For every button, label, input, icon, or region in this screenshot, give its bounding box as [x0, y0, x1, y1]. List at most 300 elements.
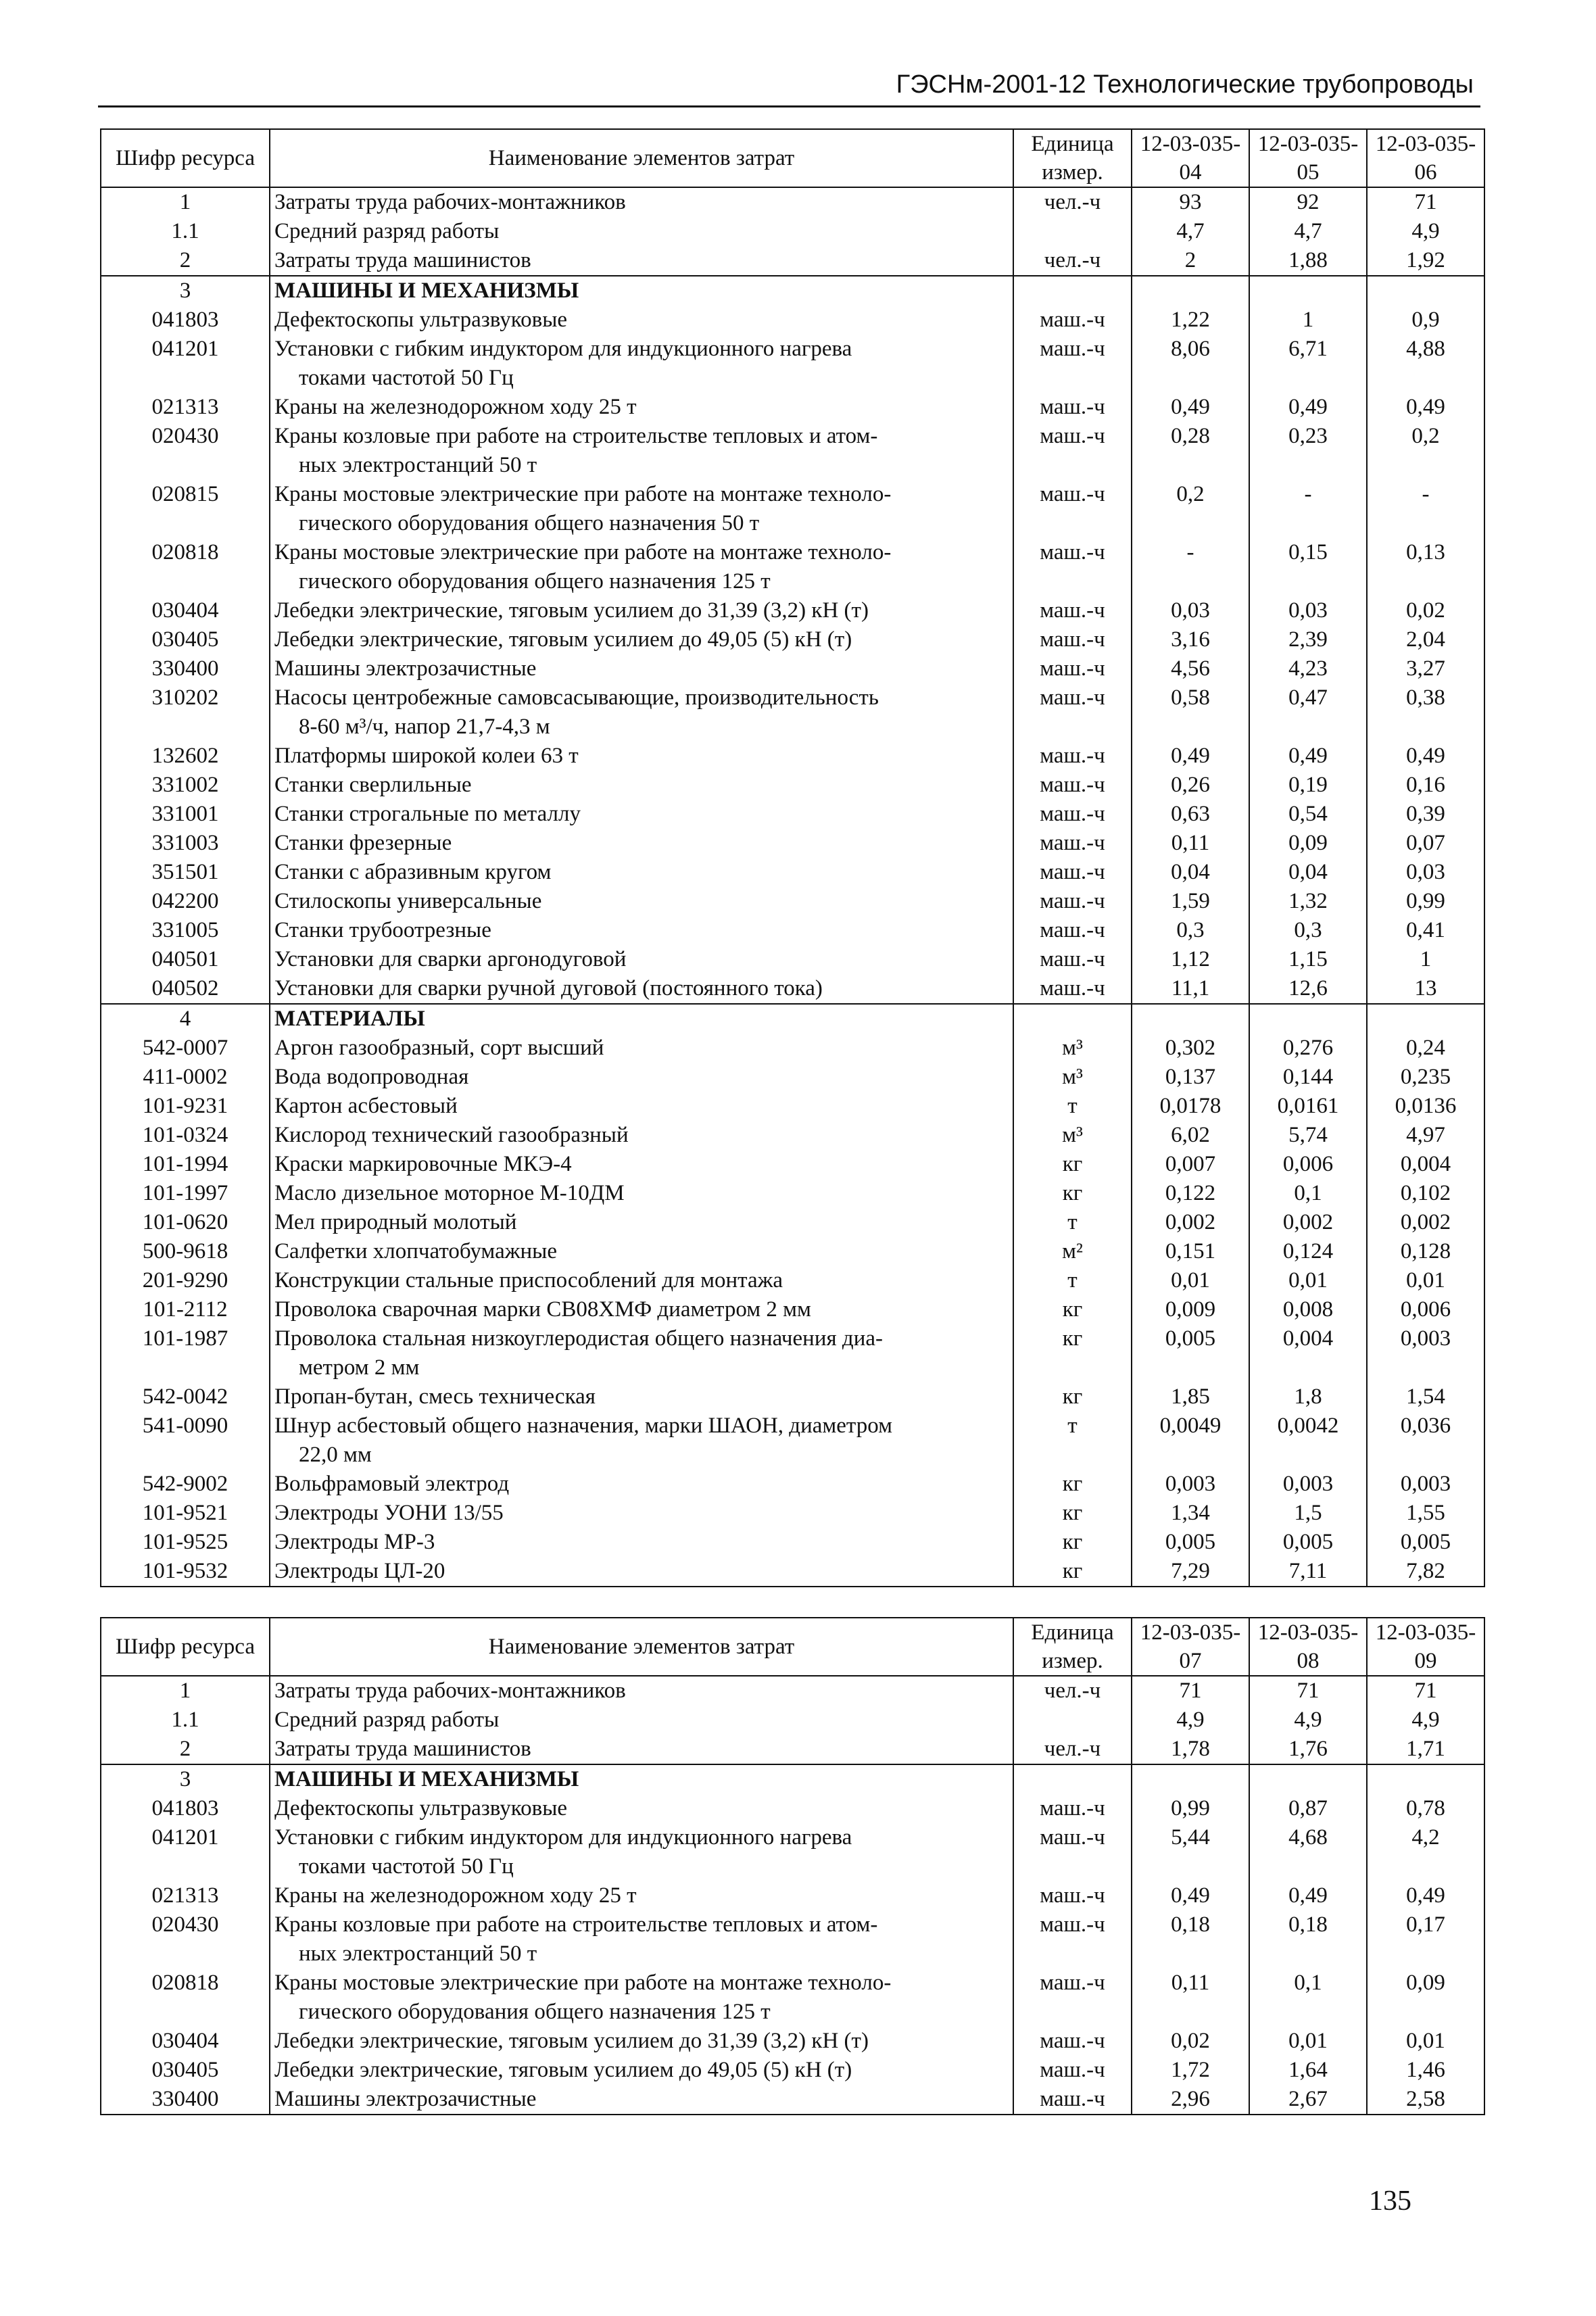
- cost-element-name: [270, 654, 1013, 683]
- table-row: [101, 246, 1484, 276]
- cost-element-name-line1: Машины электрозачистные: [274, 2087, 537, 2111]
- norm-value-2: 0,0042: [1249, 1412, 1367, 1470]
- norm-value-3: 2,04: [1367, 625, 1484, 654]
- table-row: [101, 858, 1484, 887]
- resource-code: 040501: [101, 945, 270, 974]
- cost-element-name-line1: Пропан-бутан, смесь техническая: [274, 1384, 596, 1409]
- resource-code: 132602: [101, 742, 270, 771]
- norm-value-3: 0,13: [1367, 538, 1484, 596]
- table-row: [101, 771, 1484, 800]
- norm-value-3: 71: [1367, 187, 1484, 217]
- norm-value-3: 2,58: [1367, 2085, 1484, 2115]
- norm-value-1: 93: [1132, 187, 1249, 217]
- norm-value-2: 92: [1249, 187, 1367, 217]
- norm-value-2: 0,09: [1249, 829, 1367, 858]
- cost-element-name-line1: МАШИНЫ И МЕХАНИЗМЫ: [274, 279, 579, 303]
- norm-value-3: 3,27: [1367, 654, 1484, 683]
- cost-element-name-line1: Проволока сварочная марки СВ08ХМФ диаметром 2 мм: [274, 1297, 811, 1322]
- unit-of-measure: кг: [1013, 1150, 1132, 1179]
- resource-code: 3: [101, 276, 270, 306]
- cost-element-name-line1: Стилоскопы универсальные: [274, 889, 542, 913]
- norm-value-2: 0,49: [1249, 1881, 1367, 1910]
- table-row: [101, 887, 1484, 916]
- norm-value-3: 0,99: [1367, 887, 1484, 916]
- unit-of-measure: маш.-ч: [1013, 1969, 1132, 2027]
- cost-element-name-line1: Краны козловые при работе на строительстве тепловых и атом-: [274, 424, 878, 448]
- norm-value-2: 1,64: [1249, 2056, 1367, 2085]
- unit-of-measure: кг: [1013, 1499, 1132, 1528]
- cost-element-name: [270, 2027, 1013, 2056]
- header-col-3: 12-03-035-09: [1367, 1618, 1484, 1676]
- norm-value-1: 6,02: [1132, 1121, 1249, 1150]
- norm-value-1: 4,9: [1132, 1706, 1249, 1735]
- cost-element-name-line2: гического оборудования общего назначения 125 т: [299, 2000, 771, 2024]
- resource-code: 101-2112: [101, 1295, 270, 1324]
- cost-element-name: [270, 683, 1013, 742]
- norm-value-2: 1: [1249, 306, 1367, 335]
- cost-element-name: [270, 1237, 1013, 1266]
- norm-value-1: 0,04: [1132, 858, 1249, 887]
- unit-of-measure: маш.-ч: [1013, 654, 1132, 683]
- resource-code: 331002: [101, 771, 270, 800]
- norm-value-3: 0,02: [1367, 596, 1484, 625]
- table-row: [101, 217, 1484, 246]
- table-row: [101, 800, 1484, 829]
- cost-element-name-line1: МАШИНЫ И МЕХАНИЗМЫ: [274, 1767, 579, 1791]
- norm-value-2: 4,7: [1249, 217, 1367, 246]
- norm-value-2: 0,276: [1249, 1034, 1367, 1063]
- resource-code: 101-1997: [101, 1179, 270, 1208]
- cost-element-name: [270, 2085, 1013, 2115]
- cost-element-name-line1: Лебедки электрические, тяговым усилием до 49,05 (5) кН (т): [274, 627, 852, 652]
- unit-of-measure: [1013, 1004, 1132, 1034]
- norm-value-2: 0,003: [1249, 1470, 1367, 1499]
- cost-element-name: [270, 1179, 1013, 1208]
- table-row: [101, 1412, 1484, 1470]
- unit-of-measure: чел.-ч: [1013, 1735, 1132, 1764]
- unit-of-measure: маш.-ч: [1013, 335, 1132, 393]
- unit-of-measure: маш.-ч: [1013, 625, 1132, 654]
- table-row: [101, 1208, 1484, 1237]
- cost-element-name: [270, 1121, 1013, 1150]
- cost-element-name-line1: Машины электрозачистные: [274, 656, 537, 681]
- norm-value-2: 0,1: [1249, 1179, 1367, 1208]
- unit-of-measure: маш.-ч: [1013, 1823, 1132, 1881]
- norm-value-1: 0,02: [1132, 2027, 1249, 2056]
- cost-element-name: [270, 858, 1013, 887]
- cost-element-name-line2: ных электростанций 50 т: [299, 453, 537, 477]
- resource-code: 021313: [101, 393, 270, 422]
- table-row: [101, 1764, 1484, 1794]
- unit-of-measure: маш.-ч: [1013, 538, 1132, 596]
- cost-element-name: [270, 1470, 1013, 1499]
- unit-of-measure: чел.-ч: [1013, 1676, 1132, 1706]
- cost-element-name-line1: Затраты труда рабочих-монтажников: [274, 1679, 626, 1703]
- cost-element-name-line1: Шнур асбестовый общего назначения, марки ШАОН, диаметром: [274, 1414, 892, 1438]
- norm-value-2: 0,008: [1249, 1295, 1367, 1324]
- norm-value-2: 0,49: [1249, 393, 1367, 422]
- norm-value-2: 2,39: [1249, 625, 1367, 654]
- norm-value-1: 0,11: [1132, 1969, 1249, 2027]
- norm-value-1: 0,137: [1132, 1063, 1249, 1092]
- table-row: [101, 974, 1484, 1004]
- unit-of-measure: т: [1013, 1092, 1132, 1121]
- norm-value-1: 0,003: [1132, 1470, 1249, 1499]
- norm-value-2: 0,01: [1249, 1266, 1367, 1295]
- cost-element-name-line1: Средний разряд работы: [274, 219, 500, 243]
- cost-element-name: [270, 187, 1013, 217]
- cost-element-name: [270, 1528, 1013, 1557]
- resource-code: 030404: [101, 2027, 270, 2056]
- resource-code: 2: [101, 1735, 270, 1764]
- cost-element-name-line1: Насосы центробежные самовсасывающие, производительность: [274, 685, 879, 710]
- resource-code: 020818: [101, 1969, 270, 2027]
- norm-value-2: 0,01: [1249, 2027, 1367, 2056]
- norm-value-3: 1,92: [1367, 246, 1484, 276]
- table-row: [101, 1121, 1484, 1150]
- norm-value-3: 4,88: [1367, 335, 1484, 393]
- unit-of-measure: маш.-ч: [1013, 683, 1132, 742]
- unit-of-measure: маш.-ч: [1013, 1881, 1132, 1910]
- norm-value-1: 0,18: [1132, 1910, 1249, 1969]
- cost-element-name-line1: МАТЕРИАЛЫ: [274, 1007, 425, 1031]
- cost-element-name: [270, 1910, 1013, 1969]
- resource-code: 101-1987: [101, 1324, 270, 1382]
- table-row: [101, 1557, 1484, 1587]
- table-row: [101, 945, 1484, 974]
- table-header-row: [101, 1618, 1484, 1676]
- norm-value-1: 1,34: [1132, 1499, 1249, 1528]
- resource-code: 030405: [101, 2056, 270, 2085]
- resource-code: 042200: [101, 887, 270, 916]
- norm-value-3: 0,49: [1367, 1881, 1484, 1910]
- norm-value-3: [1367, 276, 1484, 306]
- cost-element-name: [270, 422, 1013, 480]
- norm-value-3: 1,54: [1367, 1382, 1484, 1412]
- cost-element-name-line1: Лебедки электрические, тяговым усилием до 31,39 (3,2) кН (т): [274, 598, 869, 623]
- table-row: [101, 1092, 1484, 1121]
- norm-value-3: 0,07: [1367, 829, 1484, 858]
- table-row: [101, 1735, 1484, 1764]
- table-row: [101, 1237, 1484, 1266]
- norm-value-3: 0,39: [1367, 800, 1484, 829]
- cost-element-name-line1: Краны козловые при работе на строительстве тепловых и атом-: [274, 1912, 878, 1937]
- unit-of-measure: [1013, 1764, 1132, 1794]
- cost-element-name-line1: Платформы широкой колеи 63 т: [274, 744, 579, 768]
- cost-element-name: [270, 771, 1013, 800]
- unit-of-measure: маш.-ч: [1013, 306, 1132, 335]
- resource-code: 020430: [101, 422, 270, 480]
- norm-value-3: 0,01: [1367, 1266, 1484, 1295]
- cost-element-name-line1: Установки для сварки ручной дуговой (постоянного тока): [274, 976, 823, 1000]
- unit-of-measure: [1013, 1706, 1132, 1735]
- norm-value-3: 7,82: [1367, 1557, 1484, 1587]
- norm-value-3: -: [1367, 480, 1484, 538]
- norm-value-1: 0,49: [1132, 742, 1249, 771]
- unit-of-measure: [1013, 217, 1132, 246]
- unit-of-measure: маш.-ч: [1013, 422, 1132, 480]
- resource-code: 041803: [101, 306, 270, 335]
- unit-of-measure: кг: [1013, 1557, 1132, 1587]
- resource-code: 500-9618: [101, 1237, 270, 1266]
- table-row: [101, 1823, 1484, 1881]
- table-row: [101, 1969, 1484, 2027]
- norm-value-1: 0,005: [1132, 1528, 1249, 1557]
- unit-of-measure: маш.-ч: [1013, 858, 1132, 887]
- header-col-1: 12-03-035-04: [1132, 129, 1249, 187]
- resource-code: 020815: [101, 480, 270, 538]
- norm-value-2: 0,3: [1249, 916, 1367, 945]
- unit-of-measure: маш.-ч: [1013, 393, 1132, 422]
- cost-element-name: [270, 335, 1013, 393]
- resource-code: 101-9521: [101, 1499, 270, 1528]
- header-col-2: 12-03-035-05: [1249, 129, 1367, 187]
- cost-element-name: [270, 1150, 1013, 1179]
- unit-of-measure: маш.-ч: [1013, 480, 1132, 538]
- unit-of-measure: м²: [1013, 1237, 1132, 1266]
- norm-value-2: 0,47: [1249, 683, 1367, 742]
- unit-of-measure: чел.-ч: [1013, 246, 1132, 276]
- cost-element-name-line1: Вода водопроводная: [274, 1065, 469, 1089]
- unit-of-measure: маш.-ч: [1013, 2056, 1132, 2085]
- norm-value-1: 11,1: [1132, 974, 1249, 1004]
- cost-element-name: [270, 625, 1013, 654]
- norm-value-1: 0,99: [1132, 1794, 1249, 1823]
- resource-table-1: [100, 128, 1485, 1587]
- cost-element-name: [270, 1969, 1013, 2027]
- unit-of-measure: маш.-ч: [1013, 1910, 1132, 1969]
- norm-value-2: [1249, 276, 1367, 306]
- cost-element-name-line1: Кислород технический газообразный: [274, 1123, 629, 1147]
- norm-value-3: 0,004: [1367, 1150, 1484, 1179]
- page-header: [98, 68, 1480, 107]
- table-row: [101, 1470, 1484, 1499]
- norm-value-3: 0,036: [1367, 1412, 1484, 1470]
- norm-value-2: 0,54: [1249, 800, 1367, 829]
- resource-code: 101-9532: [101, 1557, 270, 1587]
- norm-value-1: 2,96: [1132, 2085, 1249, 2115]
- cost-element-name: [270, 1499, 1013, 1528]
- norm-value-1: 0,0049: [1132, 1412, 1249, 1470]
- cost-element-name-line1: Установки с гибким индуктором для индукционного нагрева: [274, 337, 852, 361]
- unit-of-measure: м³: [1013, 1034, 1132, 1063]
- norm-value-3: 13: [1367, 974, 1484, 1004]
- cost-element-name: [270, 1412, 1013, 1470]
- norm-value-1: 0,009: [1132, 1295, 1249, 1324]
- norm-value-2: 7,11: [1249, 1557, 1367, 1587]
- norm-value-2: 0,002: [1249, 1208, 1367, 1237]
- cost-element-name: [270, 1208, 1013, 1237]
- norm-value-1: 1,59: [1132, 887, 1249, 916]
- unit-of-measure: кг: [1013, 1470, 1132, 1499]
- norm-value-2: 0,006: [1249, 1150, 1367, 1179]
- cost-element-name: [270, 1382, 1013, 1412]
- norm-value-1: 0,26: [1132, 771, 1249, 800]
- norm-value-1: 1,22: [1132, 306, 1249, 335]
- norm-value-1: 1,12: [1132, 945, 1249, 974]
- unit-of-measure: маш.-ч: [1013, 2027, 1132, 2056]
- cost-element-name: [270, 974, 1013, 1004]
- norm-value-2: 0,18: [1249, 1910, 1367, 1969]
- resource-code: 542-0007: [101, 1034, 270, 1063]
- unit-of-measure: кг: [1013, 1324, 1132, 1382]
- header-title: ГЭСНм-2001-12 Технологические трубопроводы: [896, 70, 1474, 99]
- unit-of-measure: кг: [1013, 1179, 1132, 1208]
- norm-value-3: 0,41: [1367, 916, 1484, 945]
- table-row: [101, 2027, 1484, 2056]
- norm-value-3: 71: [1367, 1676, 1484, 1706]
- resource-code: 101-9231: [101, 1092, 270, 1121]
- table-row: [101, 683, 1484, 742]
- cost-element-name: [270, 742, 1013, 771]
- norm-value-2: 0,23: [1249, 422, 1367, 480]
- norm-value-2: 4,9: [1249, 1706, 1367, 1735]
- unit-of-measure: [1013, 276, 1132, 306]
- norm-value-2: 5,74: [1249, 1121, 1367, 1150]
- table-row: [101, 829, 1484, 858]
- cost-element-name-line2: токами частотой 50 Гц: [299, 366, 514, 390]
- cost-element-name-line2: метром 2 мм: [299, 1355, 420, 1380]
- cost-element-name-line2: гического оборудования общего назначения 125 т: [299, 569, 771, 594]
- resource-table-2: [100, 1617, 1485, 2115]
- cost-element-name: [270, 1063, 1013, 1092]
- cost-element-name: [270, 217, 1013, 246]
- cost-element-name-line1: Масло дизельное моторное М-10ДМ: [274, 1181, 625, 1205]
- cost-element-name: [270, 1324, 1013, 1382]
- resource-code: 041201: [101, 1823, 270, 1881]
- table-row: [101, 306, 1484, 335]
- norm-value-1: 0,11: [1132, 829, 1249, 858]
- norm-value-3: [1367, 1764, 1484, 1794]
- norm-value-2: [1249, 1004, 1367, 1034]
- cost-element-name-line1: Станки с абразивным кругом: [274, 860, 552, 884]
- table-row: [101, 2056, 1484, 2085]
- unit-of-measure: маш.-ч: [1013, 596, 1132, 625]
- header-col-1: 12-03-035-07: [1132, 1618, 1249, 1676]
- table-row: [101, 1910, 1484, 1969]
- norm-value-2: 4,23: [1249, 654, 1367, 683]
- norm-value-1: 0,03: [1132, 596, 1249, 625]
- cost-element-name-line1: Краны мостовые электрические при работе на монтаже техноло-: [274, 540, 892, 564]
- cost-element-name: [270, 1295, 1013, 1324]
- norm-value-3: 1,46: [1367, 2056, 1484, 2085]
- resource-code: 411-0002: [101, 1063, 270, 1092]
- unit-of-measure: маш.-ч: [1013, 887, 1132, 916]
- norm-value-1: 0,63: [1132, 800, 1249, 829]
- resource-code: 021313: [101, 1881, 270, 1910]
- cost-element-name: [270, 1676, 1013, 1706]
- cost-element-name-line1: Проволока стальная низкоуглеродистая общего назначения диа-: [274, 1326, 884, 1351]
- norm-value-1: 0,49: [1132, 1881, 1249, 1910]
- norm-value-1: 1,78: [1132, 1735, 1249, 1764]
- resource-code: 351501: [101, 858, 270, 887]
- unit-of-measure: маш.-ч: [1013, 742, 1132, 771]
- norm-value-3: 0,01: [1367, 2027, 1484, 2056]
- resource-code: 542-9002: [101, 1470, 270, 1499]
- resource-code: 101-0620: [101, 1208, 270, 1237]
- norm-value-2: 1,32: [1249, 887, 1367, 916]
- cost-element-name-line2: токами частотой 50 Гц: [299, 1854, 514, 1879]
- cost-element-name-line1: Затраты труда машинистов: [274, 1737, 531, 1761]
- unit-of-measure: маш.-ч: [1013, 945, 1132, 974]
- cost-element-name-line1: Вольфрамовый электрод: [274, 1472, 510, 1496]
- table-row: [101, 1528, 1484, 1557]
- norm-value-1: 0,002: [1132, 1208, 1249, 1237]
- table-row: [101, 1266, 1484, 1295]
- unit-of-measure: кг: [1013, 1295, 1132, 1324]
- norm-value-2: 1,5: [1249, 1499, 1367, 1528]
- cost-element-name: [270, 538, 1013, 596]
- table-row: [101, 1295, 1484, 1324]
- norm-value-2: 71: [1249, 1676, 1367, 1706]
- cost-element-name-line1: Установки с гибким индуктором для индукционного нагрева: [274, 1825, 852, 1850]
- cost-element-name-line1: Станки трубоотрезные: [274, 918, 491, 942]
- table-row: [101, 1004, 1484, 1034]
- cost-element-name-line1: Дефектоскопы ультразвуковые: [274, 308, 568, 332]
- table-row: [101, 1676, 1484, 1706]
- resource-code: 331001: [101, 800, 270, 829]
- cost-element-name: [270, 1557, 1013, 1587]
- resource-code: 1: [101, 1676, 270, 1706]
- cost-element-name-line2: 8-60 м³/ч, напор 21,7-4,3 м: [299, 715, 550, 739]
- norm-value-1: 0,58: [1132, 683, 1249, 742]
- unit-of-measure: т: [1013, 1412, 1132, 1470]
- norm-value-3: 0,17: [1367, 1910, 1484, 1969]
- unit-of-measure: маш.-ч: [1013, 1794, 1132, 1823]
- norm-value-3: 1,71: [1367, 1735, 1484, 1764]
- resource-code: 330400: [101, 2085, 270, 2115]
- norm-value-3: 0,24: [1367, 1034, 1484, 1063]
- cost-element-name-line1: Краны на железнодорожном ходу 25 т: [274, 1883, 637, 1908]
- unit-of-measure: маш.-ч: [1013, 800, 1132, 829]
- cost-element-name: [270, 1764, 1013, 1794]
- cost-element-name: [270, 1706, 1013, 1735]
- norm-value-2: 0,124: [1249, 1237, 1367, 1266]
- norm-value-1: 0,0178: [1132, 1092, 1249, 1121]
- cost-element-name: [270, 1735, 1013, 1764]
- table-header-row: [101, 129, 1484, 187]
- cost-element-name-line1: Аргон газообразный, сорт высший: [274, 1036, 604, 1060]
- header-col-2: 12-03-035-08: [1249, 1618, 1367, 1676]
- resource-code: 331005: [101, 916, 270, 945]
- norm-value-3: 0,128: [1367, 1237, 1484, 1266]
- unit-of-measure: маш.-ч: [1013, 771, 1132, 800]
- cost-element-name-line1: Электроды ЦЛ-20: [274, 1559, 445, 1583]
- resource-code: 4: [101, 1004, 270, 1034]
- norm-value-3: 4,2: [1367, 1823, 1484, 1881]
- norm-value-3: 4,9: [1367, 217, 1484, 246]
- cost-element-name-line1: Электроды УОНИ 13/55: [274, 1501, 504, 1525]
- norm-value-3: 0,49: [1367, 742, 1484, 771]
- unit-of-measure: м³: [1013, 1063, 1132, 1092]
- cost-element-name: [270, 480, 1013, 538]
- norm-value-3: 0,003: [1367, 1470, 1484, 1499]
- norm-value-2: 0,005: [1249, 1528, 1367, 1557]
- norm-value-2: [1249, 1764, 1367, 1794]
- header-code: Шифр ресурса: [101, 1618, 270, 1676]
- table-row: [101, 1499, 1484, 1528]
- cost-element-name-line1: Конструкции стальные приспособлений для монтажа: [274, 1268, 783, 1293]
- resource-code: 101-1994: [101, 1150, 270, 1179]
- cost-element-name-line2: ных электростанций 50 т: [299, 1941, 537, 1966]
- unit-of-measure: кг: [1013, 1382, 1132, 1412]
- norm-value-3: 0,16: [1367, 771, 1484, 800]
- resource-code: 030404: [101, 596, 270, 625]
- unit-of-measure: т: [1013, 1208, 1132, 1237]
- resource-code: 2: [101, 246, 270, 276]
- unit-of-measure: маш.-ч: [1013, 2085, 1132, 2115]
- table-row: [101, 1794, 1484, 1823]
